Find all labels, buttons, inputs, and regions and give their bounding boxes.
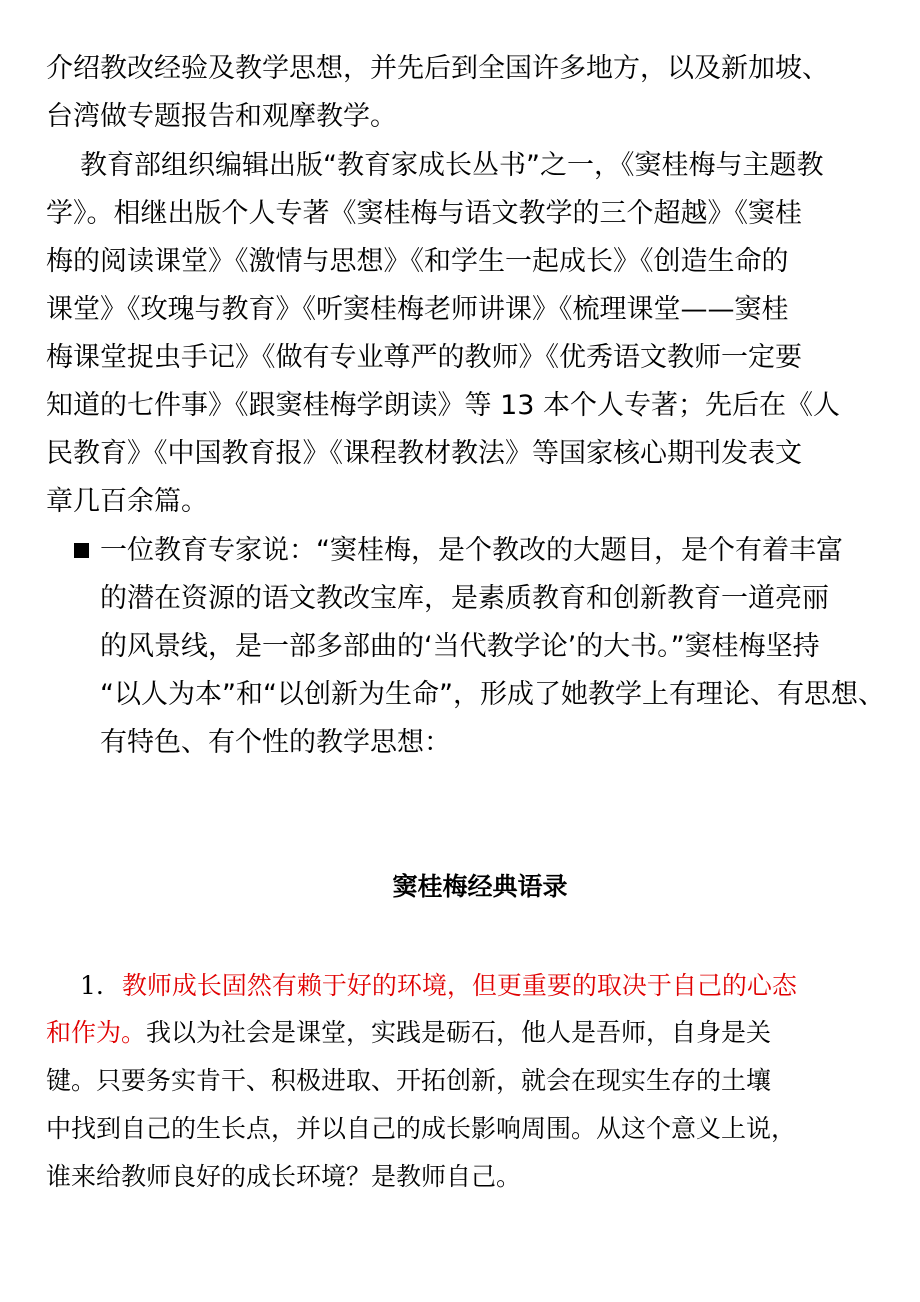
- quote-line: 中找到自己的生长点，并以自己的成长影响周围。从这个意义上说，: [46, 1114, 797, 1143]
- bullet-line: 的潜在资源的语文教改宝库，是素质教育和创新教育一道亮丽: [100, 583, 829, 614]
- quote-line: [80, 969, 797, 1003]
- paragraph-line: 学》。相继出版个人专著《窦桂梅与语文教学的三个超越》《窦桂: [46, 198, 802, 229]
- quote-line: 谁来给教师良好的成长环境？是教师自己。: [46, 1162, 522, 1191]
- paragraph-line: 知道的七件事》《跟窦桂梅学朗读》等 13 本个人专著；先后在《人: [46, 390, 841, 421]
- square-bullet-icon: [74, 543, 89, 558]
- paragraph-line: 教育部组织编辑出版“教育家成长丛书”之一，《窦桂梅与主题教: [80, 150, 824, 181]
- bullet-line: 有特色、有个性的教学思想：: [100, 727, 451, 758]
- paragraph-line: 章几百余篇。: [46, 486, 208, 517]
- quote-line: 键。只要务实肯干、积极进取、开拓创新，就会在现实生存的土壤: [46, 1066, 772, 1095]
- bullet-line: 的风景线，是一部多部曲的‘当代教学论’的大书。”窦桂梅坚持: [100, 631, 820, 662]
- quote-highlight: 和作为。: [46, 1018, 147, 1047]
- section-title: 窦桂梅经典语录: [392, 872, 568, 901]
- paragraph-line: 梅课堂捉虫手记》《做有专业尊严的教师》《优秀语文教师一定要: [46, 342, 802, 373]
- bullet-line: 一位教育专家说：“窦桂梅，是个教改的大题目，是个有着丰富: [100, 535, 843, 566]
- quote-highlight: 教师成长固然有赖于好的环境，但更重要的取决于自己的心态: [121, 971, 797, 1000]
- paragraph-line: 介绍教改经验及教学思想，并先后到全国许多地方，以及新加坡、: [46, 53, 829, 84]
- paragraph-line: 课堂》《玫瑰与教育》《听窦桂梅老师讲课》《梳理课堂——窦桂: [46, 294, 789, 325]
- bullet-line: “以人为本”和“以创新为生命”，形成了她教学上有理论、有思想、: [100, 679, 885, 710]
- quote-number: 1.: [80, 971, 104, 1000]
- quote-line: [46, 1016, 771, 1050]
- paragraph-line: 民教育》《中国教育报》《课程教材教法》等国家核心期刊发表文: [46, 438, 802, 469]
- paragraph-line: 台湾做专题报告和观摩教学。: [46, 101, 397, 132]
- quote-text: 我以为社会是课堂，实践是砺石，他人是吾师，自身是关: [146, 1018, 772, 1047]
- paragraph-line: 梅的阅读课堂》《激情与思想》《和学生一起成长》《创造生命的: [46, 246, 789, 277]
